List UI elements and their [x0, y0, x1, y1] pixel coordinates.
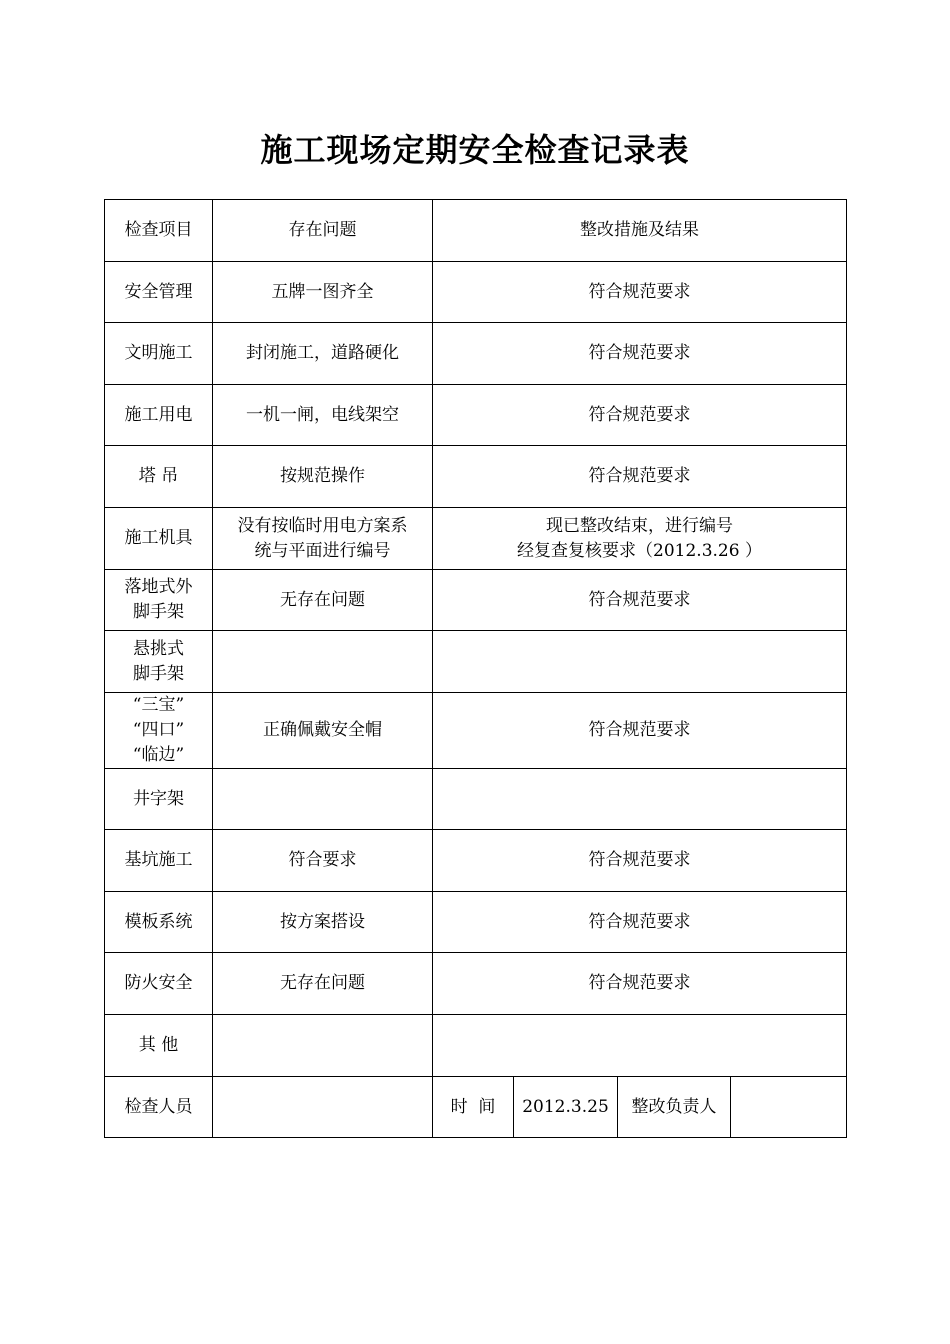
- table-row: [105, 953, 847, 1015]
- check-item-cell: [105, 323, 213, 385]
- problem-cell: [213, 631, 433, 693]
- table-row: [105, 892, 847, 953]
- cell-text-line: 脚手架: [133, 602, 184, 622]
- time-value: 2012.3.25: [514, 1077, 618, 1138]
- cell-text-line: [437, 787, 842, 812]
- problem-cell: [213, 570, 433, 631]
- result-cell: [433, 570, 847, 631]
- cell-text-line: 符合规范要求: [588, 466, 691, 486]
- check-item-cell: [105, 693, 213, 769]
- check-item-cell: [105, 446, 213, 508]
- cell-text-line: “临边”: [132, 745, 185, 765]
- check-item-cell: [105, 631, 213, 693]
- cell-text-line: 文明施工: [124, 343, 193, 363]
- result-cell: [433, 323, 847, 385]
- cell-text-line: 正确佩戴安全帽: [263, 720, 382, 740]
- cell-text-line: 封闭施工，道路硬化: [246, 343, 399, 363]
- cell-text-line: [217, 1033, 428, 1058]
- result-cell: [433, 693, 847, 769]
- inspector-value: [213, 1077, 433, 1138]
- cell-text-line: 符合要求: [288, 850, 357, 870]
- problem-cell: [213, 262, 433, 323]
- problem-cell: [213, 892, 433, 953]
- check-item-cell: [105, 830, 213, 892]
- cell-text-line: 井字架: [133, 788, 184, 809]
- problem-cell: [213, 769, 433, 830]
- check-item-cell: [105, 892, 213, 953]
- check-item-cell: [105, 508, 213, 570]
- time-label: 时 间: [433, 1077, 514, 1138]
- cell-text-line: 符合规范要求: [588, 589, 691, 610]
- cell-text-line: 施工用电: [124, 404, 193, 425]
- cell-text-line: 符合规范要求: [588, 404, 691, 425]
- table-row: [105, 323, 847, 385]
- table-row: [105, 631, 847, 693]
- table-row: [105, 1015, 847, 1077]
- cell-text-line: [437, 1033, 842, 1058]
- cell-text-line: “四口”: [132, 720, 185, 740]
- footer-row: [105, 1077, 847, 1138]
- table-row: [105, 385, 847, 446]
- cell-text-line: 符合规范要求: [588, 281, 691, 302]
- problem-cell: [213, 446, 433, 508]
- inspection-record-table: [104, 199, 847, 1138]
- problem-cell: [213, 830, 433, 892]
- table-row: [105, 508, 847, 570]
- cell-text-line: 落地式外: [124, 577, 193, 597]
- document-title: 施工现场定期安全检查记录表: [260, 131, 690, 169]
- check-item-cell: [105, 570, 213, 631]
- cell-text-line: [217, 787, 428, 812]
- result-cell: [433, 631, 847, 693]
- cell-text-line: 施工机具: [124, 528, 193, 548]
- cell-text-line: 无存在问题: [280, 973, 365, 993]
- responsible-label: 整改负责人: [618, 1077, 731, 1138]
- cell-text-line: 现已整改结束，进行编号: [546, 515, 733, 536]
- result-cell: [433, 892, 847, 953]
- header-row: [105, 200, 847, 262]
- check-item-cell: [105, 769, 213, 830]
- responsible-value: [731, 1077, 847, 1138]
- header-problem: 存在问题: [213, 200, 433, 262]
- cell-text-line: [437, 649, 842, 674]
- cell-text-line: 安全管理: [124, 281, 193, 302]
- check-item-cell: [105, 953, 213, 1015]
- record-table-body: [105, 200, 847, 1138]
- result-cell: [433, 769, 847, 830]
- table-row: [105, 693, 847, 769]
- cell-text-line: 统与平面进行编号: [254, 540, 391, 561]
- cell-text-line: 模板系统: [124, 911, 193, 932]
- cell-text-line: [217, 649, 428, 674]
- cell-text-line: 悬挑式: [133, 638, 184, 659]
- cell-text-line: 其 他: [138, 1035, 179, 1055]
- problem-cell: [213, 953, 433, 1015]
- cell-text-line: 脚手架: [133, 663, 184, 684]
- result-cell: [433, 1015, 847, 1077]
- check-item-cell: [105, 262, 213, 323]
- cell-text-line: 一机一闸，电线架空: [246, 404, 399, 425]
- cell-text-line: 无存在问题: [280, 589, 365, 610]
- cell-text-line: 符合规范要求: [588, 720, 691, 740]
- inspector-label: 检查人员: [105, 1077, 213, 1138]
- cell-text-line: 符合规范要求: [588, 343, 691, 363]
- header-check-item: 检查项目: [105, 200, 213, 262]
- cell-text-line: 经复查复核要求（2012.3.26 ）: [517, 540, 762, 561]
- problem-cell: [213, 385, 433, 446]
- cell-text-line: 塔 吊: [138, 466, 179, 486]
- problem-cell: [213, 693, 433, 769]
- cell-text-line: 基坑施工: [124, 850, 193, 870]
- problem-cell: [213, 508, 433, 570]
- cell-text-line: 没有按临时用电方案系: [237, 515, 408, 536]
- problem-cell: [213, 323, 433, 385]
- result-cell: [433, 508, 847, 570]
- cell-text-line: 按规范操作: [280, 466, 365, 486]
- check-item-cell: [105, 385, 213, 446]
- check-item-cell: [105, 1015, 213, 1077]
- table-row: [105, 446, 847, 508]
- cell-text-line: 符合规范要求: [588, 973, 691, 993]
- cell-text-line: 符合规范要求: [588, 850, 691, 870]
- result-cell: [433, 953, 847, 1015]
- cell-text-line: 防火安全: [124, 973, 193, 993]
- table-row: [105, 830, 847, 892]
- result-cell: [433, 262, 847, 323]
- result-cell: [433, 446, 847, 508]
- header-rectification-result: 整改措施及结果: [433, 200, 847, 262]
- cell-text-line: 五牌一图齐全: [271, 281, 374, 302]
- result-cell: [433, 385, 847, 446]
- cell-text-line: 按方案搭设: [280, 911, 365, 932]
- problem-cell: [213, 1015, 433, 1077]
- table-row: [105, 262, 847, 323]
- table-row: [105, 769, 847, 830]
- table-row: [105, 570, 847, 631]
- result-cell: [433, 830, 847, 892]
- cell-text-line: 符合规范要求: [588, 911, 691, 932]
- cell-text-line: “三宝”: [132, 695, 185, 715]
